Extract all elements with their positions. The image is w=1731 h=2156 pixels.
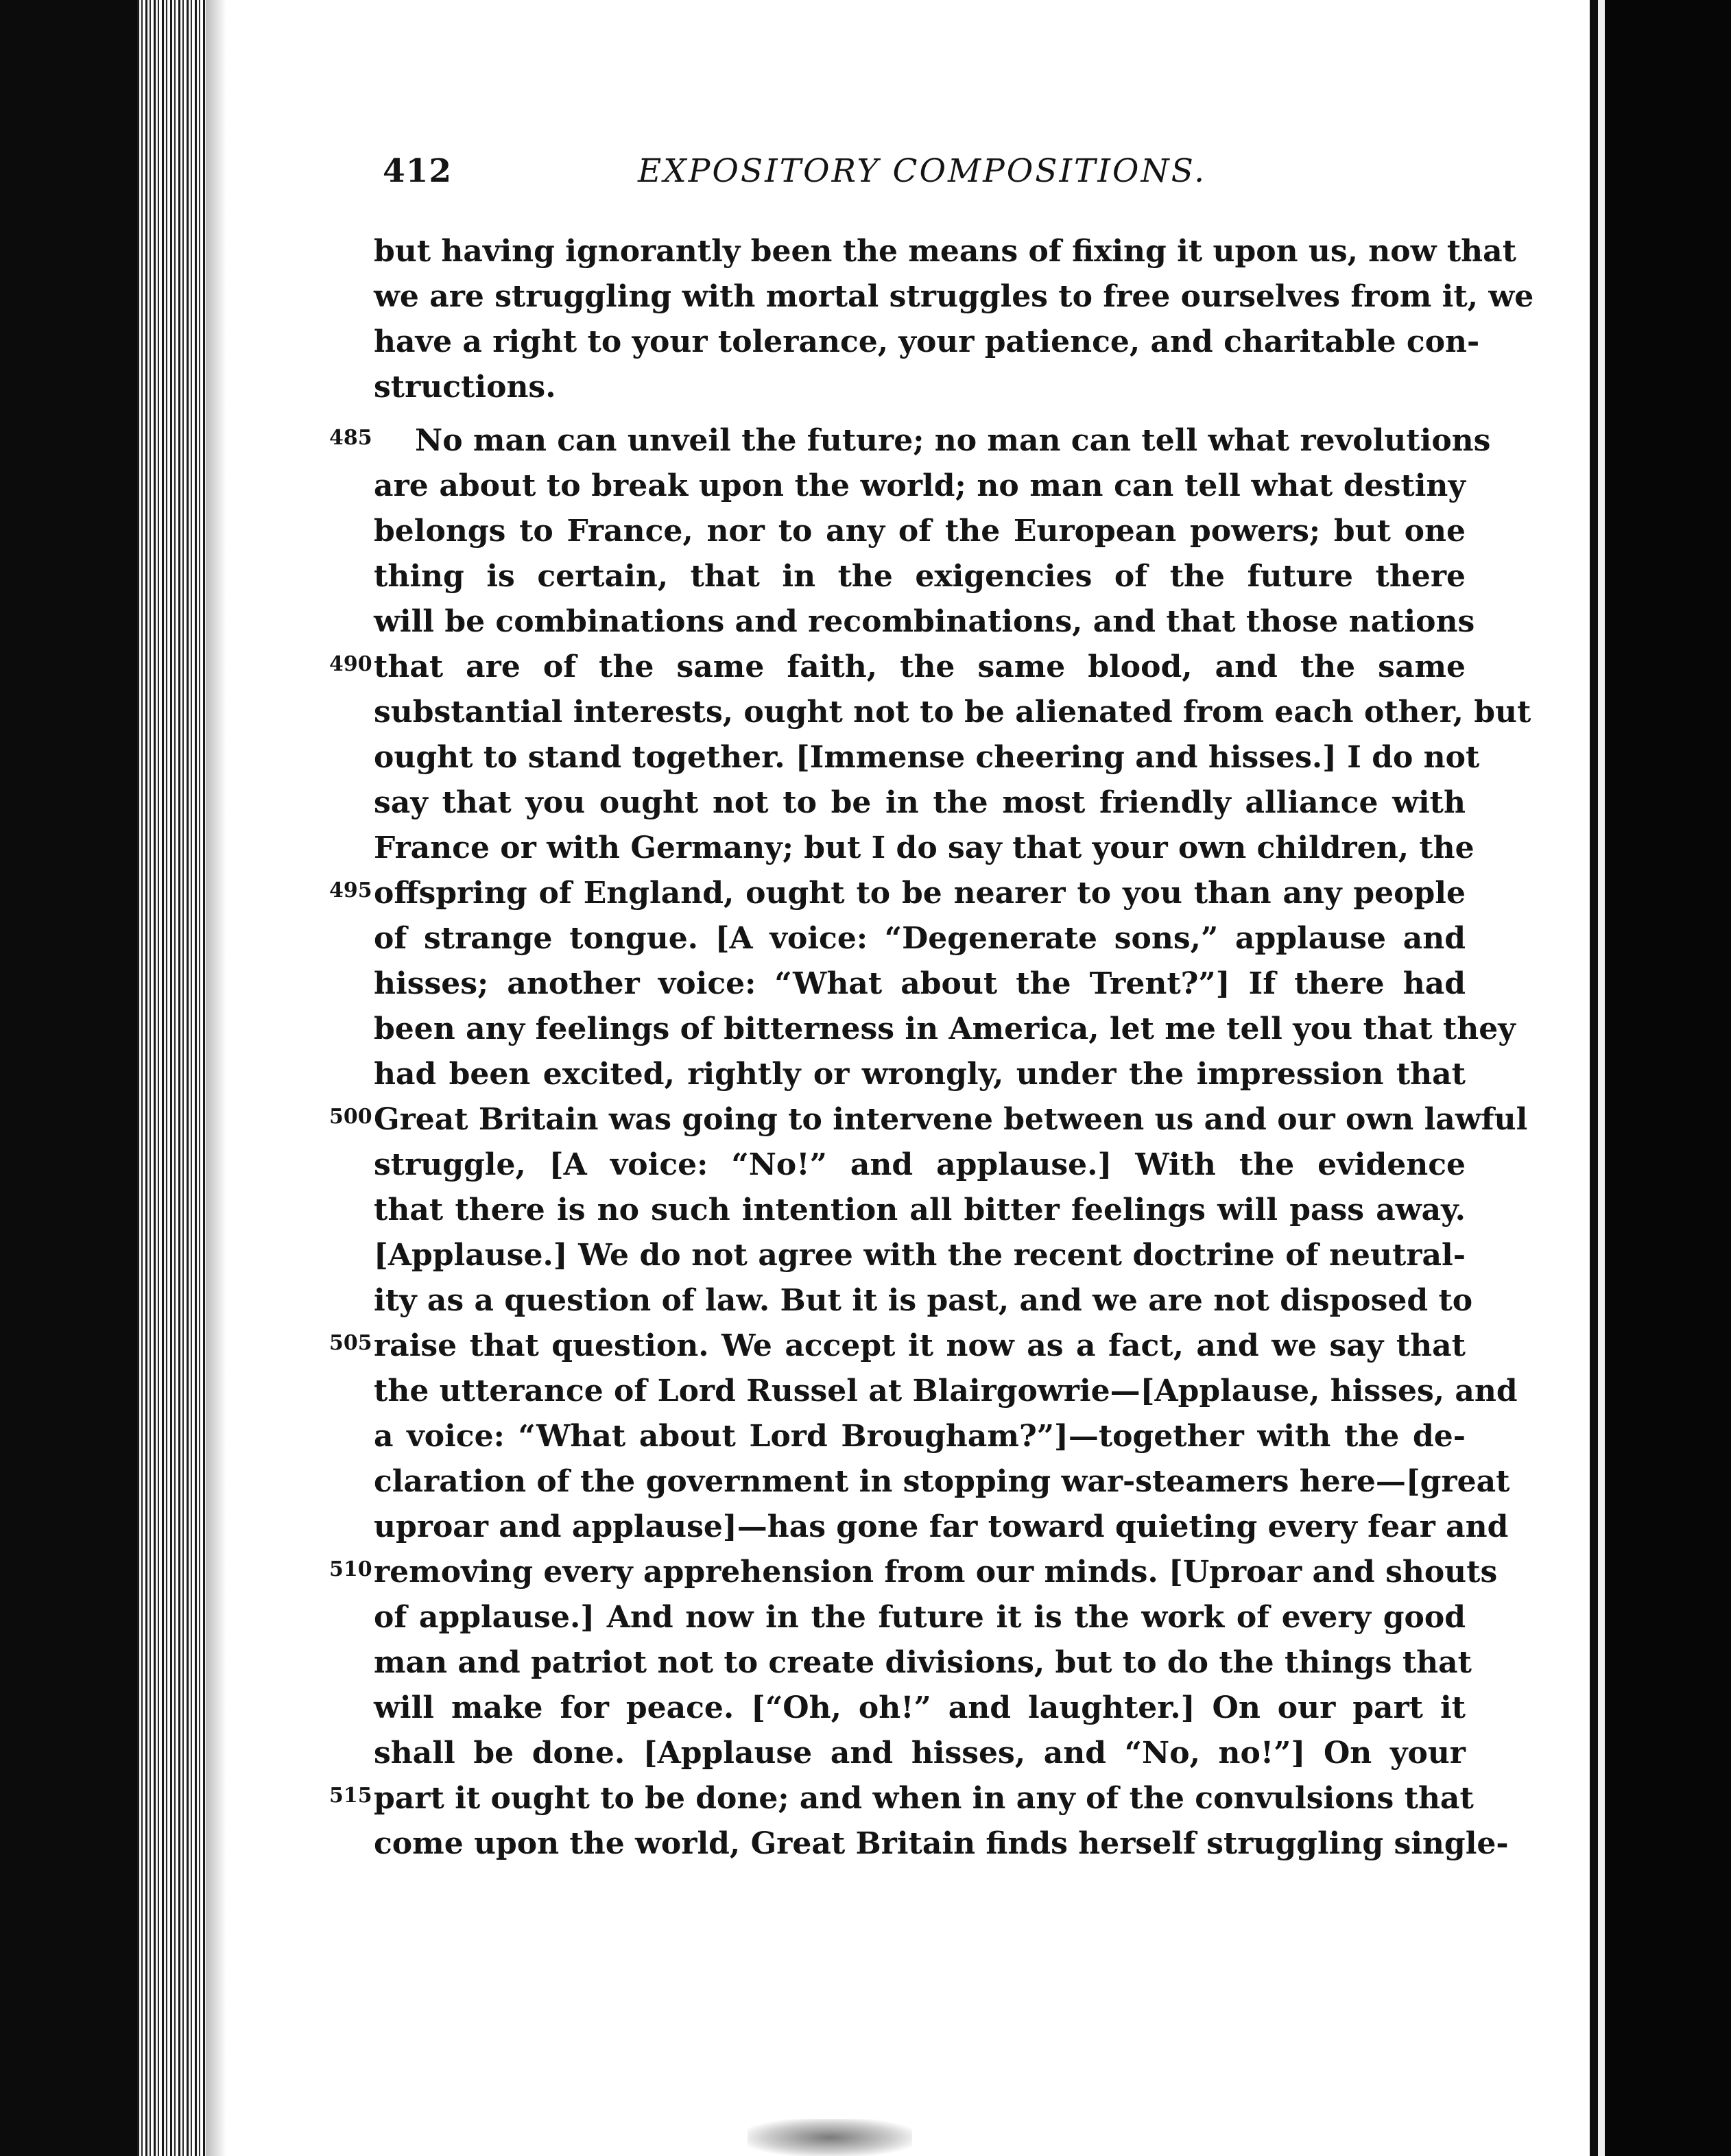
text-line: offspring of England, ought to be nearer to you than any people [374,876,1466,911]
line-number-490: 490 [329,652,372,676]
right-page-edge [1598,0,1605,2156]
text-line: Great Britain was going to intervene between us and our own lawful [374,1102,1528,1137]
text-line: had been excited, rightly or wrongly, under the impression that [374,1057,1466,1092]
line-number-505: 505 [329,1331,372,1355]
right-background [1598,0,1731,2156]
text-line: part it ought to be done; and when in any of the convulsions that [374,1781,1474,1816]
text-line: substantial interests, ought not to be alienated from each other, but [374,695,1531,730]
text-line: ity as a question of law. But it is past, and we are not disposed to [374,1283,1473,1318]
text-line: will make for peace. [“Oh, oh!” and laughter.] On our part it [374,1690,1466,1725]
text-line: will be combinations and recombinations, and that those nations [374,604,1475,639]
text-line: uproar and applause]—has gone far toward quieting every fear and [374,1509,1509,1544]
page-edges [137,0,213,2156]
text-line: man and patriot not to create divisions, but to do the things that [374,1645,1472,1680]
line-number-510: 510 [329,1557,372,1581]
text-line: claration of the government in stopping war-steamers here—[great [374,1464,1510,1499]
text-line: we are struggling with mortal struggles to free ourselves from it, we [374,279,1534,314]
book-page [226,0,1590,2156]
text-line: thing is certain, that in the exigencies of the future there [374,559,1466,594]
text-line: that are of the same faith, the same blood, and the same [374,649,1466,684]
line-number-495: 495 [329,878,372,902]
text-line: [Applause.] We do not agree with the recent doctrine of neutral- [374,1238,1466,1273]
text-line: have a right to your tolerance, your patience, and charitable con- [374,324,1480,359]
text-line: No man can unveil the future; no man can tell what revolutions [415,423,1491,458]
text-line: say that you ought not to be in the most friendly alliance with [374,785,1466,820]
text-line: of strange tongue. [A voice: “Degenerate sons,” applause and [374,921,1466,956]
line-number-515: 515 [329,1784,372,1808]
text-line: of applause.] And now in the future it is the work of every good [374,1600,1466,1635]
text-line: but having ignorantly been the means of fixing it upon us, now that [374,234,1516,269]
text-line: removing every apprehension from our minds. [Uproar and shouts [374,1555,1498,1590]
running-title: EXPOSITORY COMPOSITIONS. [638,152,1207,190]
text-line: a voice: “What about Lord Brougham?”]—together with the de- [374,1419,1466,1454]
gutter-fade [206,0,226,2156]
text-line: the utterance of Lord Russel at Blairgowrie—[Applause, hisses, and [374,1374,1518,1409]
page-number: 412 [383,152,453,190]
book-binding-shadow [0,0,137,2156]
text-line: been any feelings of bitterness in America, let me tell you that they [374,1011,1516,1046]
text-line: belongs to France, nor to any of the European powers; but one [374,514,1466,549]
text-line: are about to break upon the world; no man can tell what destiny [374,468,1466,503]
right-binding-edge [1590,0,1598,2156]
text-line: come upon the world, Great Britain finds herself struggling single- [374,1826,1509,1861]
text-line: hisses; another voice: “What about the Trent?”] If there had [374,966,1466,1001]
line-number-500: 500 [329,1105,372,1129]
text-line: that there is no such intention all bitter feelings will pass away. [374,1193,1466,1227]
text-line: struggle, [A voice: “No!” and applause.] With the evidence [374,1147,1466,1182]
text-line: France or with Germany; but I do say that your own children, the [374,830,1475,865]
line-number-485: 485 [329,426,372,450]
text-line: shall be done. [Applause and hisses, and “No, no!”] On your [374,1736,1466,1771]
text-line: raise that question. We accept it now as a fact, and we say that [374,1328,1466,1363]
text-line: structions. [374,370,556,405]
text-line: ought to stand together. [Immense cheering and hisses.] I do not [374,740,1480,775]
